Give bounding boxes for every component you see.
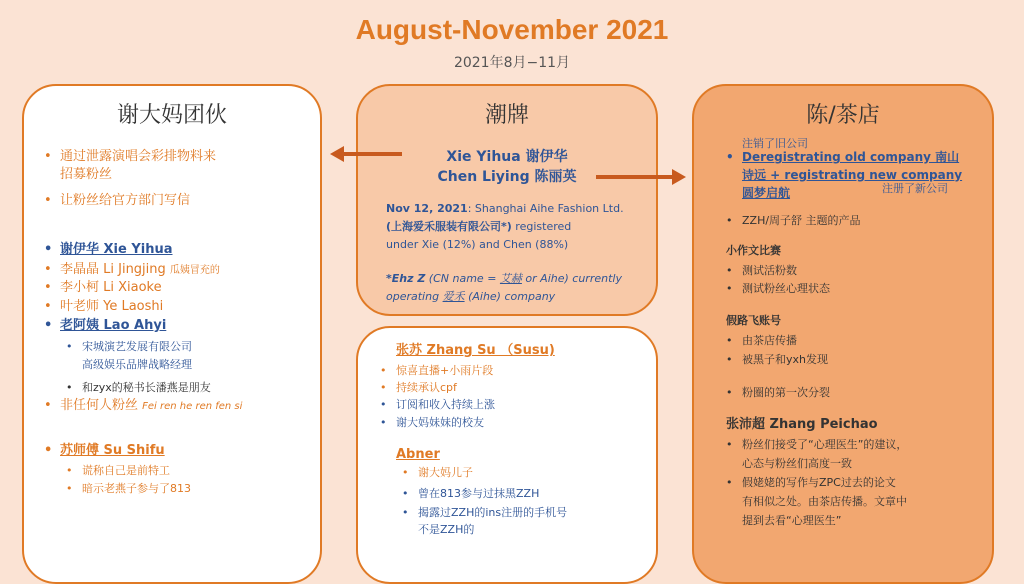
owner-name: Xie Yihua 谢伊华 <box>446 149 568 165</box>
list-item-cont: 心态与粉丝们高度一致 <box>742 457 852 470</box>
company-change: • Deregistrating old company 南山 <box>742 148 959 166</box>
list-item: • 假姥姥的写作与ZPC过去的论文 <box>742 474 896 492</box>
chen-tea-shop-box <box>692 84 994 584</box>
section-heading: 张沛超 Zhang Peichao <box>726 417 878 432</box>
arrow-left-head <box>330 146 344 162</box>
list-item: • 粉圈的第一次分裂 <box>742 384 830 402</box>
company-change-cont: 诗远 + registrating new company <box>742 168 963 182</box>
xie-dama-group-box <box>22 84 322 584</box>
person-note: 瓜姨冒充的 <box>169 265 220 276</box>
list-item: • 揭露过ZZH的ins注册的手机号 <box>418 504 567 522</box>
list-item: • 测试活粉数 <box>742 262 797 280</box>
list-item: • 曾在813参与过抹黑ZZH <box>418 485 539 503</box>
box-title-chen-tea-shop: 陈/茶店 <box>806 103 880 128</box>
arrow-left-connector <box>342 152 402 156</box>
footnote: *Ehz Z (CN name = 艾赫 or Aihe) currently <box>386 272 622 285</box>
arrow-right-connector <box>596 175 674 179</box>
person-lao-ahyi: • 老阿姨 Lao Ahyi <box>60 317 166 335</box>
person-fan: • 非任何人粉丝 Fei ren he ren fen si <box>60 397 242 416</box>
list-item: • 被黑子和yxh发现 <box>742 351 828 369</box>
arrow-right-head <box>672 169 686 185</box>
list-item-cont: 招募粉丝 <box>60 167 113 182</box>
person-li-jingjing: • 李晶晶 Li Jingjing 瓜姨冒充的 <box>60 261 220 280</box>
list-item-cont: 不是ZZH的 <box>418 523 475 536</box>
person-zhang-su: 张苏 Zhang Su （Susu) <box>396 343 555 358</box>
list-item: • 由茶店传播 <box>742 332 797 350</box>
zhang-su-box <box>356 326 658 584</box>
list-item: • 谎称自己是前特工 <box>82 462 170 480</box>
list-item-cont: 高级娱乐品牌战略经理 <box>82 358 192 371</box>
section-heading: 假路飞账号 <box>726 314 781 327</box>
person-li-xiaoke: • 李小柯 Li Xiaoke <box>60 279 162 297</box>
list-item: • 惊喜直播+小雨片段 <box>396 362 493 380</box>
list-item: • 暗示老燕子参与了813 <box>82 480 191 498</box>
annotation: 注销了旧公司 <box>742 137 808 150</box>
footnote: operating 爱禾 (Aihe) company <box>386 290 556 303</box>
list-item: • 谢大妈妹妹的校友 <box>396 414 484 432</box>
page-subtitle: 2021年8月−11月 <box>453 55 571 71</box>
list-item: • 谢大妈儿子 <box>418 464 473 482</box>
list-item: • 和zyx的秘书长潘燕是朋友 <box>82 379 211 397</box>
list-item: • 粉丝们接受了“心理医生”的建议， <box>742 436 907 454</box>
box-title-brand: 潮牌 <box>484 103 529 128</box>
person-abner: Abner <box>396 447 440 462</box>
box-title-xie-dama: 谢大妈团伙 <box>116 103 227 128</box>
list-item: • 宋城演艺发展有限公司 <box>82 338 192 356</box>
section-heading: 小作文比赛 <box>726 244 781 257</box>
person-ye-laoshi: • 叶老师 Ye Laoshi <box>60 298 163 316</box>
person-xie-yihua: • 谢伊华 Xie Yihua <box>60 241 173 259</box>
owner-name: Chen Liying 陈丽英 <box>437 169 577 185</box>
registration-text: under Xie (12%) and Chen (88%) <box>386 238 569 251</box>
brand-box <box>356 84 658 316</box>
list-item: • 通过泄露演唱会彩排物料来 <box>60 148 216 166</box>
annotation: 注册了新公司 <box>882 182 948 195</box>
company-change-cont: 圆梦启航 <box>742 186 791 200</box>
list-item: • 测试粉丝心理状态 <box>742 280 830 298</box>
list-item-cont: 提到去看“心理医生” <box>742 514 842 527</box>
list-item: • 订阅和收入持续上涨 <box>396 396 495 414</box>
list-item: • ZZH/周子舒 主题的产品 <box>742 212 861 230</box>
person-su-shifu: • 苏师傅 Su Shifu <box>60 442 165 460</box>
page-title: August-November 2021 <box>355 14 669 45</box>
list-item: • 让粉丝给官方部门写信 <box>60 192 190 210</box>
registration-text: (上海爱禾服装有限公司*) registered <box>386 220 572 233</box>
list-item-cont: 有相似之处。由茶店传播。文章中 <box>742 495 907 508</box>
list-item: • 持续承认cpf <box>396 379 457 397</box>
registration-text: Nov 12, 2021: Shanghai Aihe Fashion Ltd. <box>386 202 624 215</box>
